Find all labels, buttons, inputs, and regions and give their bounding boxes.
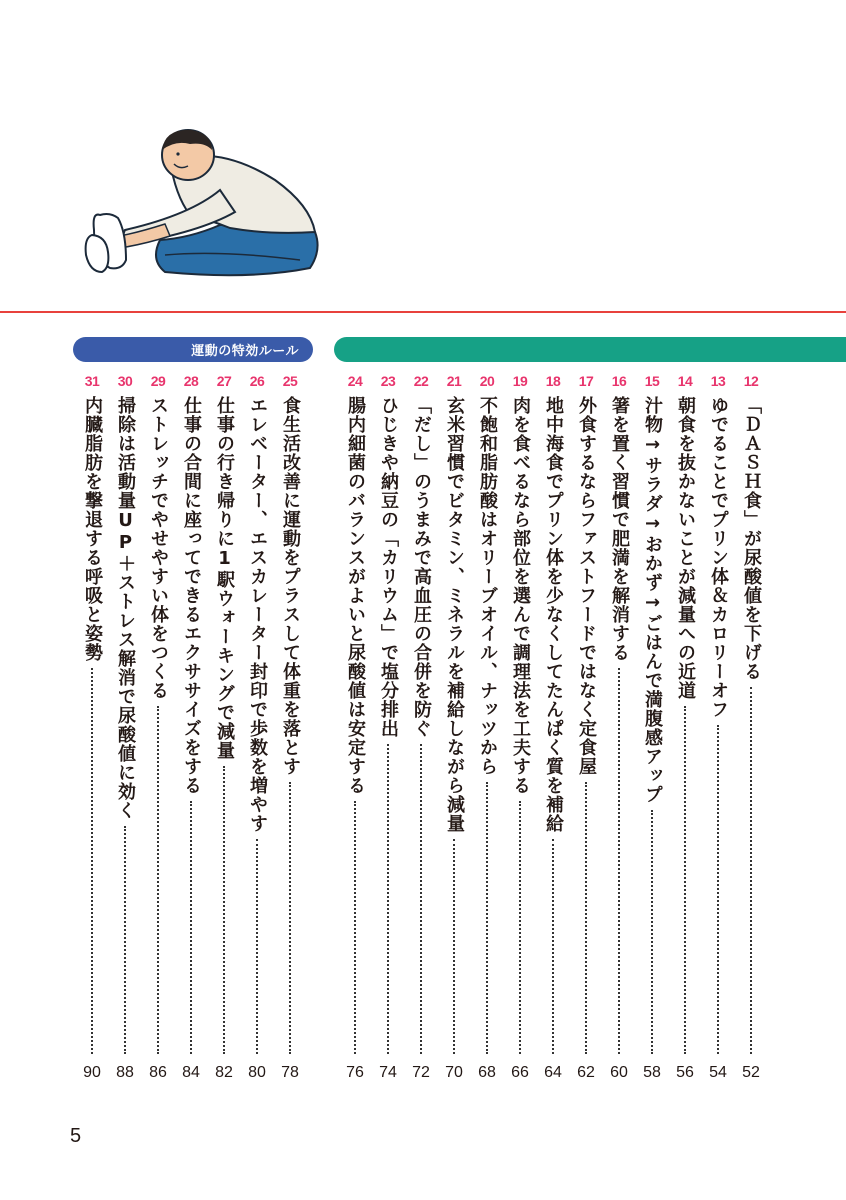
dotted-leader	[585, 782, 587, 1054]
toc-entry-23[interactable]	[373, 372, 403, 1082]
toc-entry-20[interactable]	[472, 372, 502, 1082]
entry-number: 18	[545, 373, 561, 389]
toc-entry-18[interactable]	[538, 372, 568, 1082]
entry-page-number: 52	[742, 1064, 760, 1081]
entry-page-number: 72	[412, 1064, 430, 1081]
entry-number: 17	[578, 373, 594, 389]
dotted-leader	[223, 766, 225, 1054]
entry-page-number: 82	[215, 1064, 233, 1081]
entry-title: 汁物→サラダ→おかず→ごはんで満腹感アップ	[642, 396, 663, 804]
entry-page-number: 76	[346, 1064, 364, 1081]
toc-entry-28[interactable]	[176, 372, 206, 1082]
toc-entry-30[interactable]	[110, 372, 140, 1082]
entry-number: 23	[380, 373, 396, 389]
entry-number: 14	[677, 373, 693, 389]
entry-number: 20	[479, 373, 495, 389]
entry-title: 朝食を抜かないことが減量への近道	[675, 396, 696, 700]
entry-title: エレベーター、エスカレーター封印で歩数を増やす	[247, 396, 268, 833]
entry-title: ストレッチでやせやすい体をつくる	[148, 396, 169, 700]
dotted-leader	[124, 826, 126, 1054]
entry-title: ゆでることでプリン体＆カロリーオフ	[708, 396, 729, 719]
entry-page-number: 86	[149, 1064, 167, 1081]
entry-title: ひじきや納豆の「カリウム」で塩分排出	[378, 396, 399, 738]
dotted-leader	[420, 744, 422, 1054]
entry-number: 12	[743, 373, 759, 389]
entry-title: 玄米習慣でビタミン、ミネラルを補給しながら減量	[444, 396, 465, 833]
dotted-leader	[684, 706, 686, 1054]
dotted-leader	[387, 744, 389, 1054]
entry-page-number: 64	[544, 1064, 562, 1081]
entry-page-number: 84	[182, 1064, 200, 1081]
dotted-leader	[651, 810, 653, 1054]
entry-number: 24	[347, 373, 363, 389]
dotted-leader	[552, 839, 554, 1054]
entry-title: 地中海食でプリン体を少なくしてたんぱく質を補給	[543, 396, 564, 833]
entry-page-number: 60	[610, 1064, 628, 1081]
exercise-section-label: 運動の特効ルール	[191, 344, 299, 359]
dotted-leader	[618, 668, 620, 1054]
entry-title: 外食するならファストフードではなく定食屋	[576, 396, 597, 776]
toc-entry-16[interactable]	[604, 372, 634, 1082]
entry-page-number: 90	[83, 1064, 101, 1081]
toc-entry-15[interactable]	[637, 372, 667, 1082]
diet-section-bar	[334, 337, 846, 362]
dotted-leader	[354, 801, 356, 1054]
entry-title: 肉を食べるなら部位を選んで調理法を工夫する	[510, 396, 531, 795]
toc-entry-29[interactable]	[143, 372, 173, 1082]
entry-title: 掃除は活動量UP＋ストレス解消で尿酸値に効く	[115, 396, 136, 820]
entry-page-number: 56	[676, 1064, 694, 1081]
dotted-leader	[256, 839, 258, 1054]
toc-entry-12[interactable]	[736, 372, 766, 1082]
entry-number: 25	[282, 373, 298, 389]
entry-page-number: 80	[248, 1064, 266, 1081]
dotted-leader	[289, 782, 291, 1054]
dotted-leader	[157, 706, 159, 1054]
entry-number: 19	[512, 373, 528, 389]
toc-entry-26[interactable]	[242, 372, 272, 1082]
dotted-leader	[91, 668, 93, 1054]
dotted-leader	[453, 839, 455, 1054]
entry-number: 27	[216, 373, 232, 389]
dotted-leader	[750, 687, 752, 1054]
toc-entry-22[interactable]	[406, 372, 436, 1082]
entry-number: 21	[446, 373, 462, 389]
entry-title: 内臓脂肪を撃退する呼吸と姿勢	[82, 396, 103, 662]
entry-title: 腸内細菌のバランスがよいと尿酸値は安定する	[345, 396, 366, 795]
entry-title: 仕事の行き帰りに1駅ウォーキングで減量	[214, 396, 235, 760]
entry-number: 26	[249, 373, 265, 389]
entry-page-number: 74	[379, 1064, 397, 1081]
toc-entry-13[interactable]	[703, 372, 733, 1082]
toc-entry-27[interactable]	[209, 372, 239, 1082]
toc-entry-24[interactable]	[340, 372, 370, 1082]
toc-entry-17[interactable]	[571, 372, 601, 1082]
entry-number: 15	[644, 373, 660, 389]
toc-entry-19[interactable]	[505, 372, 535, 1082]
entry-number: 29	[150, 373, 166, 389]
entry-page-number: 70	[445, 1064, 463, 1081]
entry-title: 食生活改善に運動をプラスして体重を落とす	[280, 396, 301, 776]
entry-page-number: 68	[478, 1064, 496, 1081]
toc-entry-14[interactable]	[670, 372, 700, 1082]
entry-number: 13	[710, 373, 726, 389]
exercise-section-bar	[73, 337, 313, 362]
stretching-man-illustration	[70, 120, 330, 290]
entry-title: 不飽和脂肪酸はオリーブオイル、ナッツから	[477, 396, 498, 776]
entry-page-number: 78	[281, 1064, 299, 1081]
dotted-leader	[717, 725, 719, 1054]
entry-number: 28	[183, 373, 199, 389]
entry-number: 31	[84, 373, 100, 389]
toc-entry-25[interactable]	[275, 372, 305, 1082]
dotted-leader	[486, 782, 488, 1054]
toc-entry-21[interactable]	[439, 372, 469, 1082]
toc-entry-31[interactable]	[77, 372, 107, 1082]
page-number: 5	[70, 1125, 82, 1147]
header-divider-line	[0, 311, 846, 313]
dotted-leader	[519, 801, 521, 1054]
entry-title: 箸を置く習慣で肥満を解消する	[609, 396, 630, 662]
entry-page-number: 88	[116, 1064, 134, 1081]
entry-number: 30	[117, 373, 133, 389]
entry-title: 「だし」のうまみで高血圧の合併を防ぐ	[411, 396, 432, 738]
entry-page-number: 66	[511, 1064, 529, 1081]
entry-page-number: 58	[643, 1064, 661, 1081]
entry-page-number: 54	[709, 1064, 727, 1081]
entry-page-number: 62	[577, 1064, 595, 1081]
dotted-leader	[190, 801, 192, 1054]
entry-number: 16	[611, 373, 627, 389]
entry-title: 仕事の合間に座ってできるエクササイズをする	[181, 396, 202, 795]
entry-title: 「ＤＡＳＨ食」が尿酸値を下げる	[741, 396, 762, 681]
entry-number: 22	[413, 373, 429, 389]
